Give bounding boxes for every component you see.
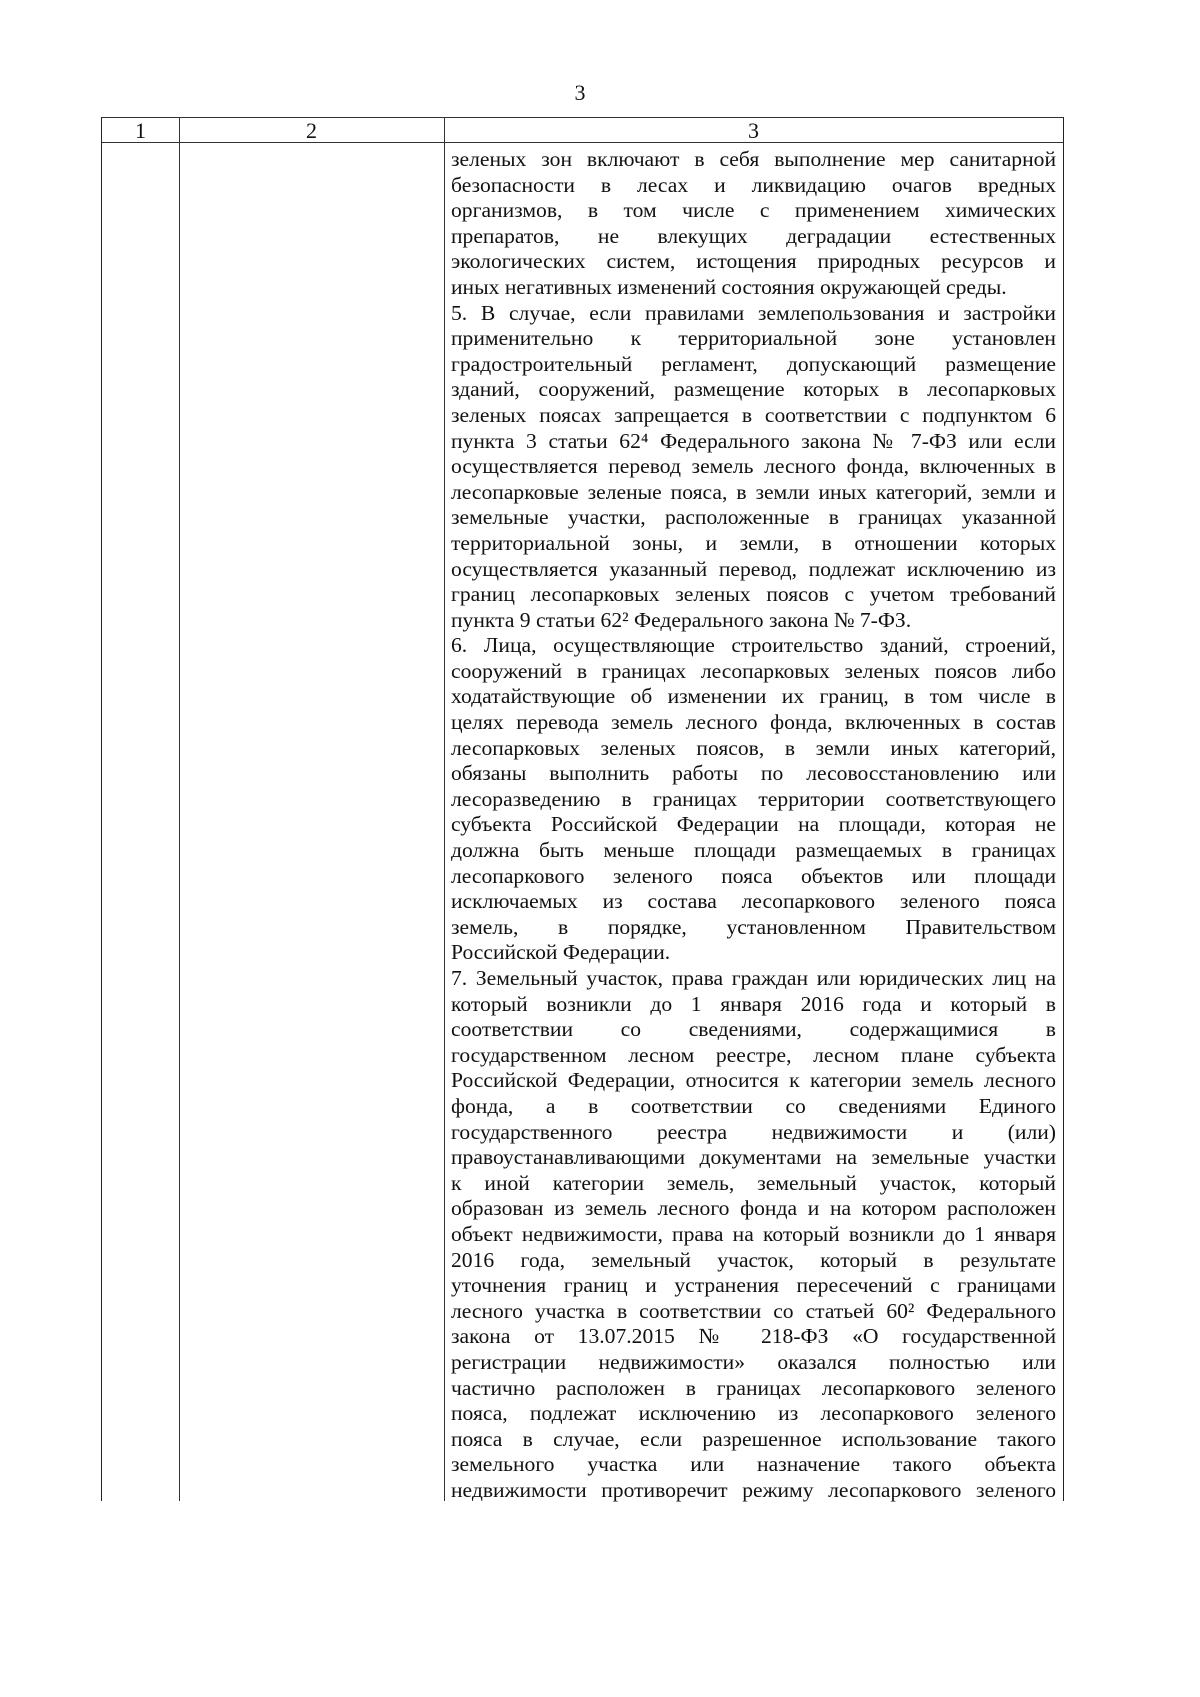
text-line: лесопаркового зеленого пояса объектов или площади bbox=[451, 863, 1056, 888]
text-line: безопасности в лесах и ликвидацию очагов вредных bbox=[451, 172, 1056, 197]
text-line: уточнения границ и устранения пересечений с границами bbox=[451, 1273, 1056, 1298]
text-line: обязаны выполнить работы по лесовосстановлению или bbox=[451, 761, 1056, 786]
text-line: лесного участка в соответствии со статьей 60² Федерального bbox=[451, 1298, 1056, 1323]
text-line: экологических систем, истощения природных ресурсов и bbox=[451, 249, 1056, 274]
header-cell-3: 3 bbox=[748, 118, 759, 143]
column-divider bbox=[444, 118, 445, 1501]
text-line: земель, в порядке, установленном Правительством bbox=[451, 914, 1056, 939]
text-line: градостроительный регламент, допускающий размещение bbox=[451, 351, 1056, 376]
document-table bbox=[101, 117, 1064, 1501]
text-line: пункта 3 статьи 62⁴ Федерального закона № 7-ФЗ или если bbox=[451, 428, 1056, 453]
text-line: должна быть меньше площади размещаемых в границах bbox=[451, 838, 1056, 863]
text-line: Российской Федерации, относится к категории земель лесного bbox=[451, 1068, 1056, 1093]
text-line: осуществляется указанный перевод, подлежат исключению из bbox=[451, 556, 1056, 581]
text-line: фонда, а в соответствии со сведениями Единого bbox=[451, 1093, 1056, 1118]
text-line: регистрации недвижимости» оказался полностью или bbox=[451, 1349, 1056, 1374]
text-line: зданий, сооружений, размещение которых в лесопарковых bbox=[451, 377, 1056, 402]
text-line: земельные участки, расположенные в границах указанной bbox=[451, 505, 1056, 530]
text-line: лесопарковых зеленых поясов, в земли иных категорий, bbox=[451, 735, 1056, 760]
text-line: объект недвижимости, права на который возникли до 1 января bbox=[451, 1221, 1056, 1246]
text-line: применительно к территориальной зоне установлен bbox=[451, 326, 1056, 351]
paragraph bbox=[451, 147, 1056, 301]
text-line: государственного реестра недвижимости и (или) bbox=[451, 1119, 1056, 1144]
text-line: сооружений в границах лесопарковых зеленых поясов либо bbox=[451, 658, 1056, 683]
paragraph bbox=[451, 966, 1056, 1503]
text-line: соответствии со сведениями, содержащимися в bbox=[451, 1017, 1056, 1042]
text-line: лесопарковые зеленые пояса, в земли иных категорий, земли и bbox=[451, 479, 1056, 504]
text-line: лесоразведению в границах территории соответствующего bbox=[451, 786, 1056, 811]
text-line: 2016 года, земельный участок, который в результате bbox=[451, 1247, 1056, 1272]
text-line: зеленых поясах запрещается в соответствии с подпунктом 6 bbox=[451, 402, 1056, 427]
text-line: государственном лесном реестре, лесном плане субъекта bbox=[451, 1042, 1056, 1067]
page-number: 3 bbox=[574, 80, 586, 105]
text-line: иных негативных изменений состояния окружающей среды. bbox=[451, 274, 1007, 299]
header-cell-1: 1 bbox=[135, 118, 146, 143]
text-line: закона от 13.07.2015 № 218-ФЗ «О государственной bbox=[451, 1324, 1056, 1349]
text-line: препаратов, не влекущих деградации естественных bbox=[451, 223, 1056, 248]
text-line: ходатайствующие об изменении их границ, в том числе в bbox=[451, 684, 1056, 709]
text-line: 6. Лица, осуществляющие строительство зданий, строений, bbox=[451, 633, 1056, 658]
text-line: правоустанавливающими документами на земельные участки bbox=[451, 1145, 1056, 1170]
paragraph bbox=[451, 301, 1056, 634]
text-line: зеленых зон включают в себя выполнение мер санитарной bbox=[451, 147, 1056, 171]
text-line: к иной категории земель, земельный участок, который bbox=[451, 1170, 1056, 1195]
text-line: субъекта Российской Федерации на площади, которая не bbox=[451, 812, 1056, 837]
text-line: пункта 9 статьи 62² Федерального закона № 7-ФЗ. bbox=[451, 607, 912, 632]
column-3-text bbox=[451, 147, 1056, 1503]
text-line: 5. В случае, если правилами землепользования и застройки bbox=[451, 300, 1056, 325]
text-line: земельного участка или назначение такого объекта bbox=[451, 1452, 1056, 1477]
text-line: недвижимости противоречит режиму лесопаркового зеленого bbox=[451, 1477, 1056, 1502]
text-line: целях перевода земель лесного фонда, включенных в состав bbox=[451, 710, 1056, 735]
text-line: образован из земель лесного фонда и на котором расположен bbox=[451, 1196, 1056, 1221]
text-line: Российской Федерации. bbox=[451, 940, 671, 965]
column-divider bbox=[179, 118, 180, 1501]
text-line: пояса, подлежат исключению из лесопаркового зеленого bbox=[451, 1401, 1056, 1426]
text-line: частично расположен в границах лесопаркового зеленого bbox=[451, 1375, 1056, 1400]
text-line: территориальной зоны, и земли, в отношении которых bbox=[451, 530, 1056, 555]
text-line: осуществляется перевод земель лесного фонда, включенных в bbox=[451, 454, 1056, 479]
text-line: который возникли до 1 января 2016 года и который в bbox=[451, 991, 1056, 1016]
text-line: границ лесопарковых зеленых поясов с учетом требований bbox=[451, 582, 1056, 607]
text-line: 7. Земельный участок, права граждан или юридических лиц на bbox=[451, 966, 1056, 990]
table-header-row bbox=[102, 118, 1063, 143]
paragraph bbox=[451, 633, 1056, 966]
text-line: исключаемых из состава лесопаркового зеленого пояса bbox=[451, 889, 1056, 914]
text-line: организмов, в том числе с применением химических bbox=[451, 198, 1056, 223]
text-line: пояса в случае, если разрешенное использование такого bbox=[451, 1426, 1056, 1451]
header-cell-2: 2 bbox=[306, 118, 317, 143]
